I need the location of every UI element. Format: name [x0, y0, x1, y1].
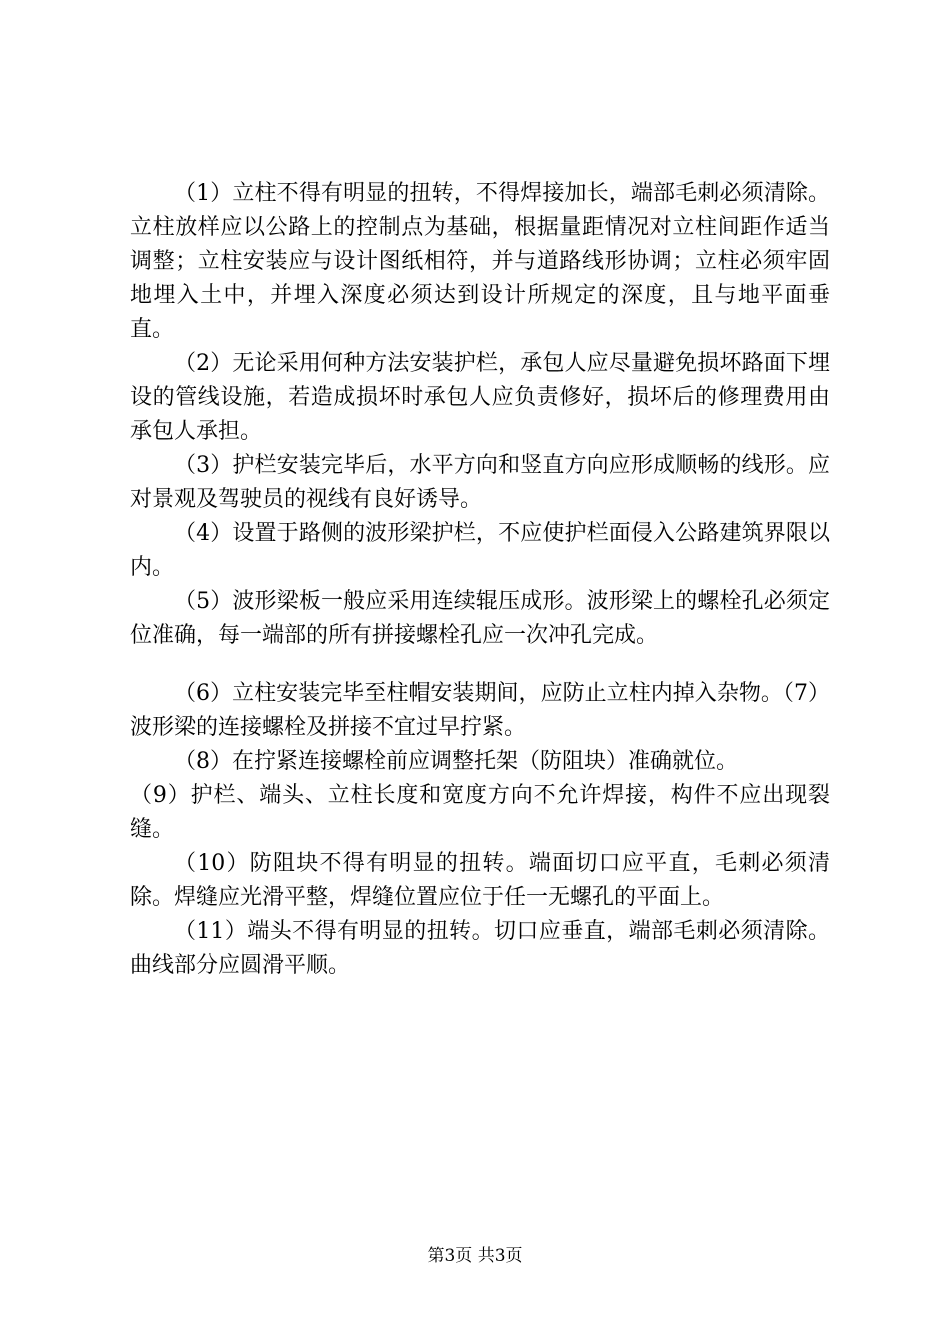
- paragraph-11: （11）端头不得有明显的扭转。切口应垂直，端部毛刺必须清除。曲线部分应圆滑平顺。: [130, 919, 830, 978]
- paragraph-9: （9）护栏、端头、立柱长度和宽度方向不允许焊接，构件不应出现裂缝。: [130, 783, 830, 842]
- paragraph-4: （4）设置于路侧的波形梁护栏，不应使护栏面侵入公路建筑界限以内。: [130, 521, 830, 580]
- page-number-footer: 第3页 共3页: [427, 1246, 523, 1266]
- paragraph-8: （8）在拧紧连接螺栓前应调整托架（防阻块）准确就位。: [174, 749, 738, 774]
- paragraph-gap: [130, 653, 830, 677]
- paragraph-10: （10）防阻块不得有明显的扭转。端面切口应平直，毛刺必须清除。焊缝应光滑平整，焊缝位置应位于任一无螺孔的平面上。: [130, 851, 830, 910]
- paragraph-2: （2）无论采用何种方法安装护栏，承包人应尽量避免损坏路面下埋设的管线设施，若造成损坏时承包人应负责修好，损坏后的修理费用由承包人承担。: [130, 351, 830, 444]
- paragraph-5: （5）波形梁板一般应采用连续辊压成形。波形梁上的螺栓孔必须定位准确，每一端部的所有拼接螺栓孔应一次冲孔完成。: [130, 589, 830, 648]
- document-body: [130, 177, 830, 983]
- paragraph-1: （1）立柱不得有明显的扭转，不得焊接加长，端部毛刺必须清除。立柱放样应以公路上的控制点为基础，根据量距情况对立柱间距作适当调整；立柱安装应与设计图纸相符，并与道路线形协调；立柱必须牢固地埋入土中，并埋入深度必须达到设计所规定的深度，且与地平面垂直。: [130, 181, 830, 342]
- paragraph-3: （3）护栏安装完毕后，水平方向和竖直方向应形成顺畅的线形。应对景观及驾驶员的视线有良好诱导。: [130, 453, 830, 512]
- paragraph-6-7: （6）立柱安装完毕至柱帽安装期间，应防止立柱内掉入杂物。（7）波形梁的连接螺栓及拼接不宜过早拧紧。: [130, 681, 830, 740]
